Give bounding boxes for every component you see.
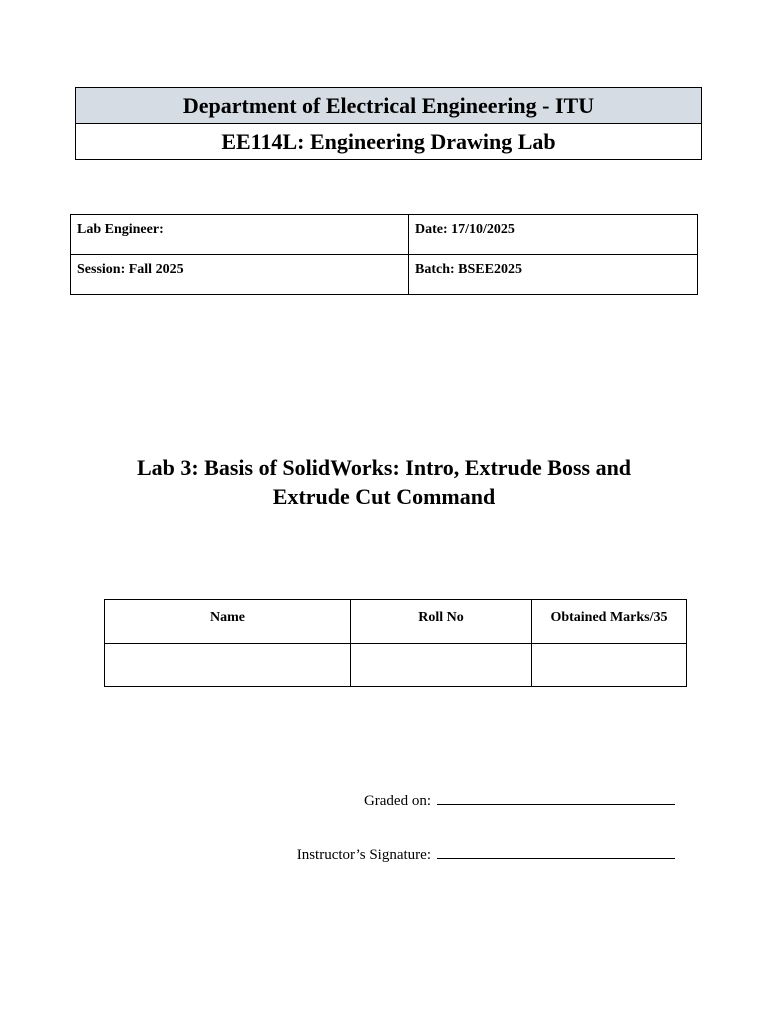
header-table <box>75 87 702 160</box>
graded-on-line <box>364 792 675 810</box>
roll-no-cell <box>351 644 532 687</box>
table-row <box>105 644 687 687</box>
lab-engineer-label: Lab Engineer: <box>71 215 409 255</box>
column-header-name: Name <box>105 600 351 644</box>
date-field: Date: 17/10/2025 <box>409 215 698 255</box>
marks-table <box>104 599 687 687</box>
obtained-marks-cell <box>532 644 687 687</box>
lab-title <box>100 453 668 511</box>
column-header-obtained-marks: Obtained Marks/35 <box>532 600 687 644</box>
info-table <box>70 214 698 295</box>
graded-on-blank <box>437 792 675 805</box>
name-cell <box>105 644 351 687</box>
lab-title-line1: Lab 3: Basis of SolidWorks: Intro, Extrude Boss and <box>136 455 632 480</box>
batch-field: Batch: BSEE2025 <box>409 255 698 295</box>
instructor-signature-label: Instructor’s Signature: <box>296 847 431 863</box>
column-header-roll-no: Roll No <box>351 600 532 644</box>
graded-on-label: Graded on: <box>363 793 431 809</box>
instructor-signature-line <box>297 846 675 864</box>
course-title: EE114L: Engineering Drawing Lab <box>76 124 702 160</box>
department-title: Department of Electrical Engineering - ITU <box>76 88 702 124</box>
instructor-signature-blank <box>437 846 675 859</box>
session-field: Session: Fall 2025 <box>71 255 409 295</box>
lab-title-line2: Extrude Cut Command <box>272 484 496 509</box>
